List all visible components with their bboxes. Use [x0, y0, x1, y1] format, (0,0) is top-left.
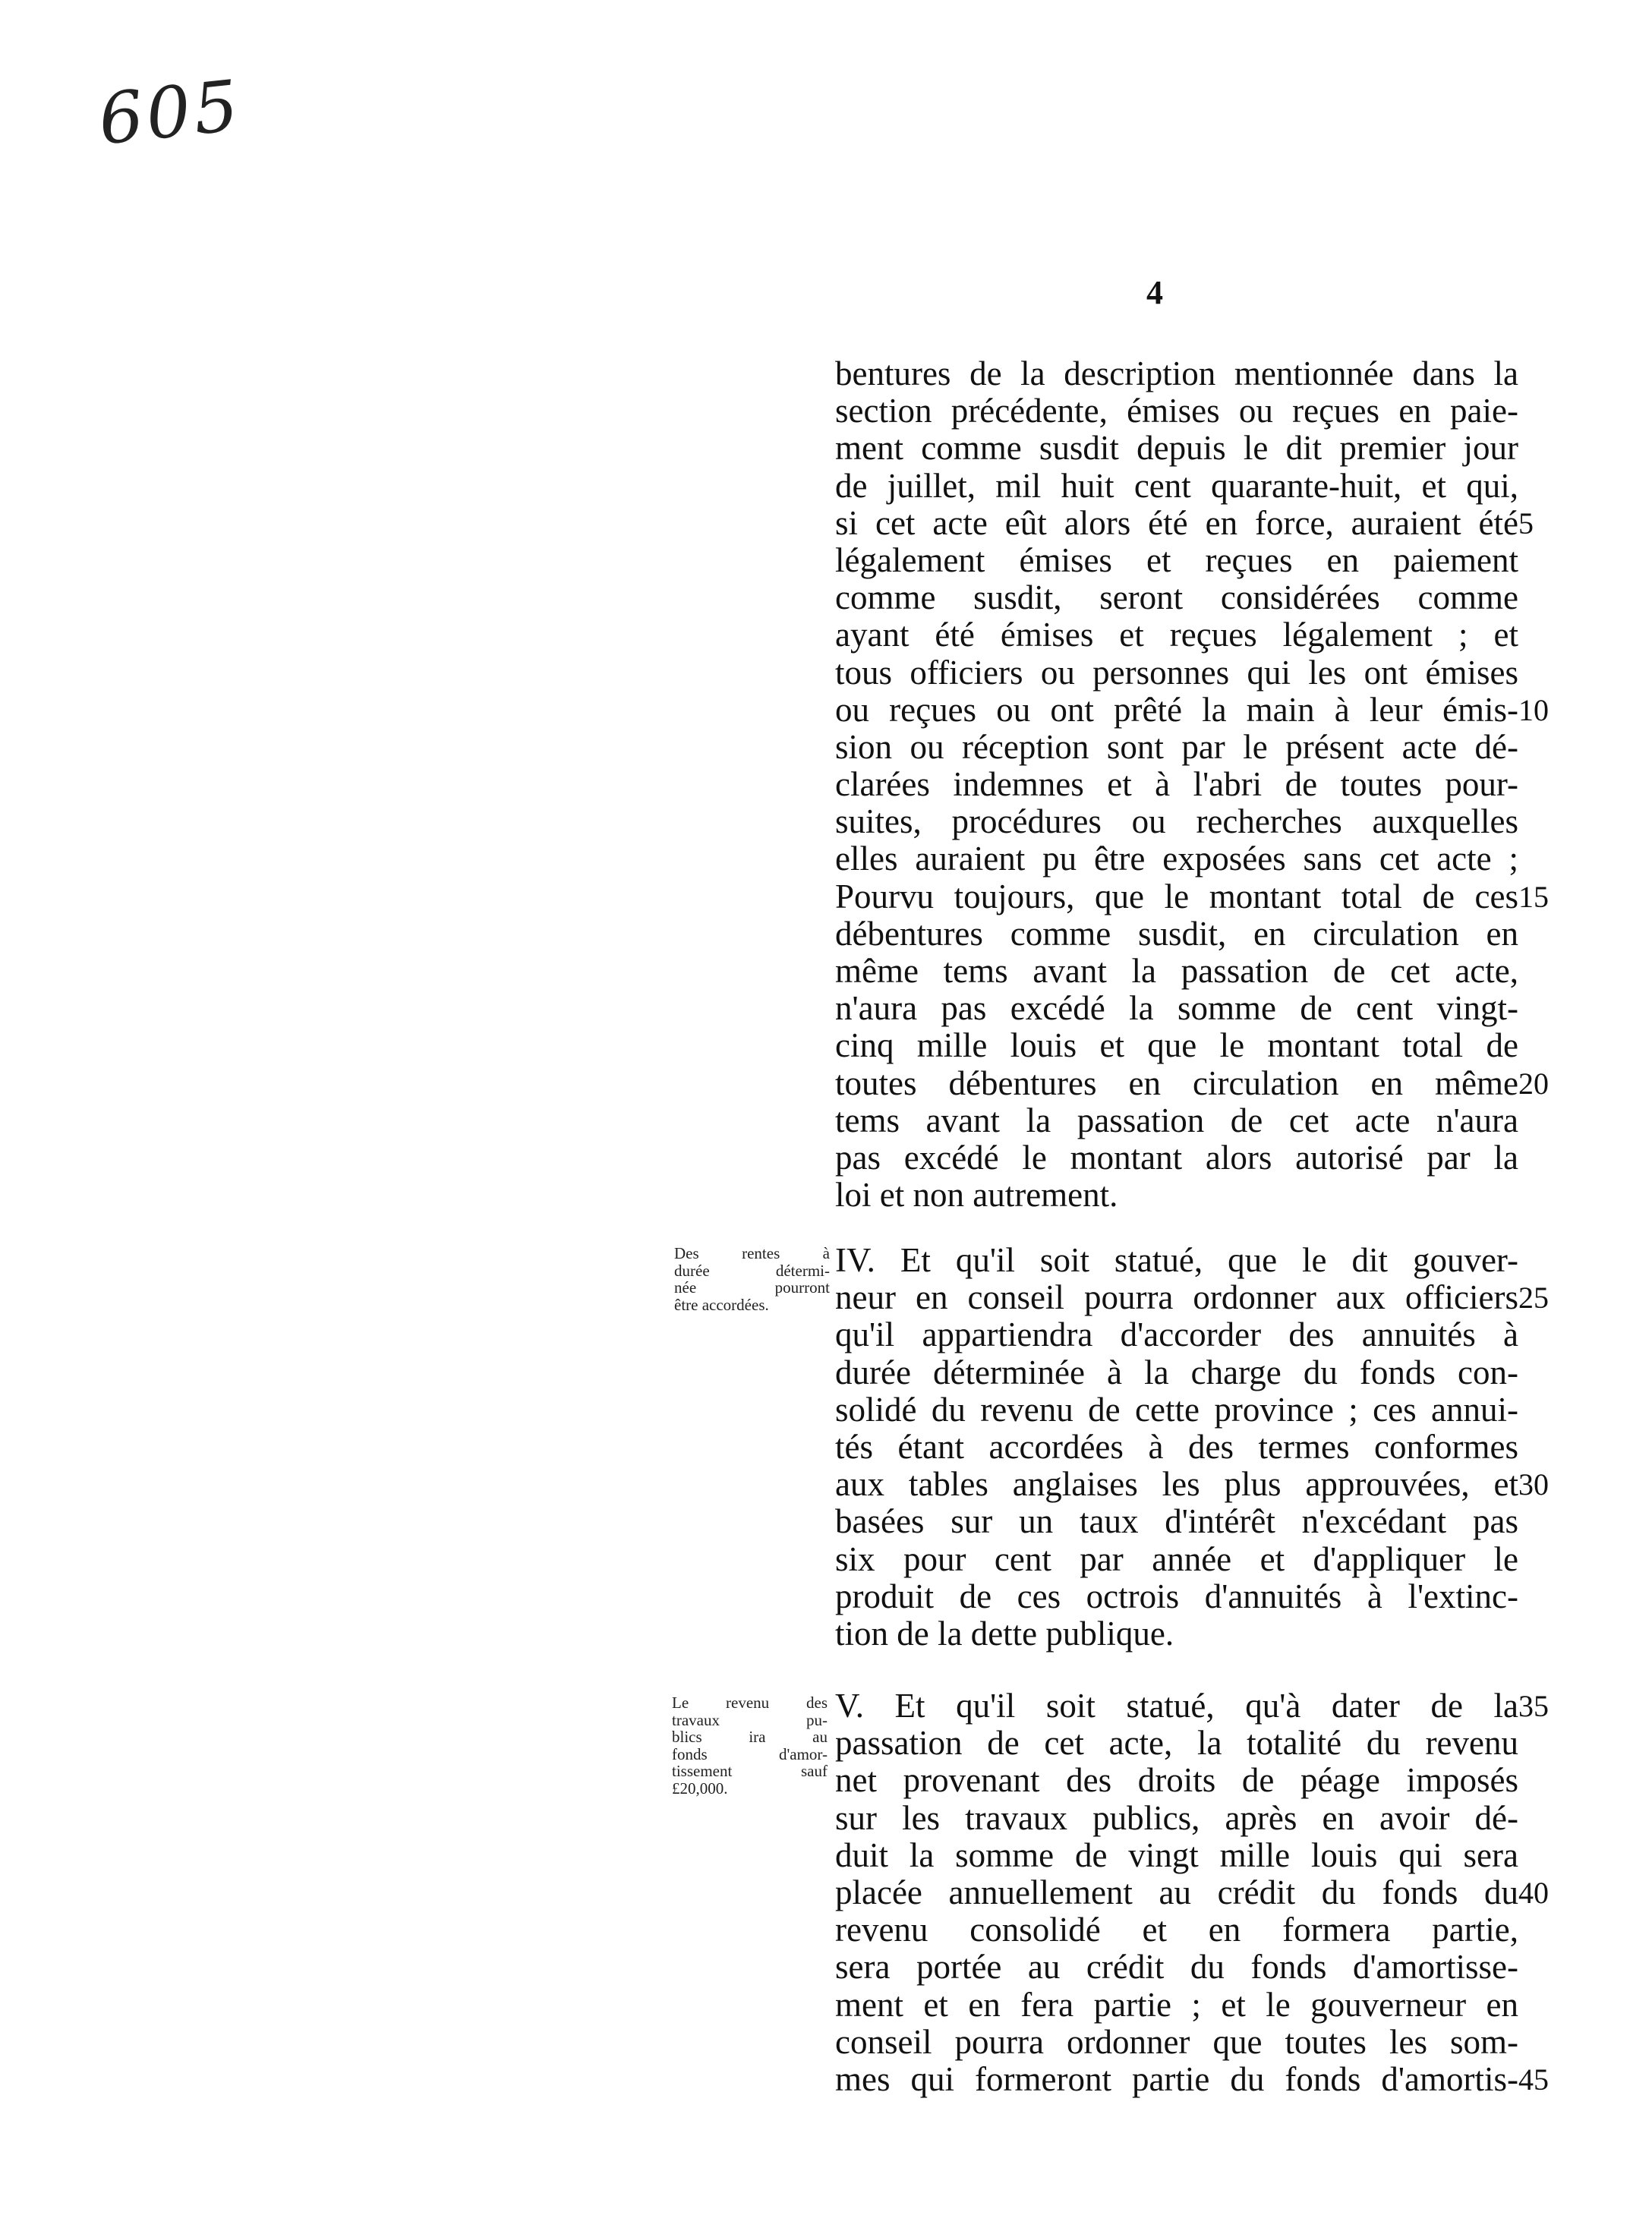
- text-line: [835, 1177, 1518, 1214]
- text-line: [835, 1911, 1518, 1949]
- margin-note-line: tissement sauf: [672, 1762, 828, 1780]
- text-line: [835, 953, 1518, 990]
- margin-note-line: Le revenu des: [672, 1694, 828, 1712]
- line-text: ou reçues ou ont prêté la main à leur émis-: [835, 690, 1518, 729]
- text-line: [835, 1837, 1518, 1874]
- text-line: [835, 1027, 1518, 1064]
- line-text: cinq mille louis et que le montant total de: [835, 1026, 1518, 1065]
- line-text: passation de cet acte, la totalité du revenu: [835, 1724, 1518, 1763]
- text-line: [835, 1949, 1518, 1986]
- line-text: V. Et qu'il soit statué, qu'à dater de la: [835, 1687, 1518, 1725]
- line-text: pas excédé le montant alors autorisé par la: [835, 1138, 1518, 1177]
- margin-note-annuities: [674, 1245, 830, 1313]
- text-line: [835, 1316, 1518, 1353]
- margin-note-line: Des rentes à: [674, 1244, 830, 1262]
- line-text: comme susdit, seront considérées comme: [835, 578, 1518, 617]
- line-text: tion de la dette publique.: [835, 1614, 1174, 1653]
- line-text: section précédente, émises ou reçues en paie-: [835, 392, 1518, 430]
- text-line: [835, 430, 1518, 467]
- line-text: durée déterminée à la charge du fonds con-: [835, 1353, 1518, 1391]
- line-text: duit la somme de vingt mille louis qui sera: [835, 1835, 1518, 1874]
- text-line: [835, 1762, 1518, 1799]
- text-line: [835, 616, 1518, 654]
- line-number: 10: [1518, 692, 1549, 727]
- line-number: 45: [1518, 2062, 1549, 2097]
- line-text: produit de ces octrois d'annuités à l'extinc-: [835, 1577, 1518, 1615]
- text-line: [835, 840, 1518, 878]
- text-line: [835, 542, 1518, 579]
- line-number: 20: [1518, 1066, 1549, 1101]
- line-text: ment comme susdit depuis le dit premier jour: [835, 429, 1518, 468]
- line-text: tems avant la passation de cet acte n'aura: [835, 1101, 1518, 1139]
- margin-note-line: être accordées.: [674, 1295, 769, 1314]
- margin-note-line: £20,000.: [672, 1779, 728, 1798]
- handwritten-page-note: 605: [94, 65, 245, 161]
- line-text: sera portée au crédit du fonds d'amortisse-: [835, 1948, 1518, 1987]
- line-text: revenu consolidé et en formera partie,: [835, 1911, 1518, 1949]
- text-line: [835, 1800, 1518, 1837]
- line-text: tés étant accordées à des termes conformes: [835, 1427, 1518, 1466]
- line-text: net provenant des droits de péage imposés: [835, 1761, 1518, 1800]
- line-text: tous officiers ou personnes qui les ont émises: [835, 653, 1518, 692]
- margin-note-line: durée détermi-: [674, 1261, 830, 1280]
- text-line: [835, 654, 1518, 692]
- line-text: conseil pourra ordonner que toutes les som-: [835, 2022, 1518, 2061]
- text-line: [835, 503, 1534, 542]
- section-continuation: [835, 354, 1549, 1215]
- text-line: [835, 1354, 1518, 1391]
- text-line: [835, 1503, 1518, 1540]
- line-text: six pour cent par année et d'appliquer le: [835, 1539, 1518, 1578]
- line-text: toutes débentures en circulation en même: [835, 1063, 1518, 1102]
- line-text: de juillet, mil huit cent quarante-huit, et qui,: [835, 466, 1518, 505]
- line-text: ayant été émises et reçues légalement ; et: [835, 616, 1518, 654]
- text-line: [835, 1242, 1518, 1279]
- line-text: qu'il appartiendra d'accorder des annuités à: [835, 1316, 1518, 1354]
- line-number: 40: [1518, 1875, 1549, 1910]
- line-number: 30: [1518, 1467, 1549, 1502]
- text-line: [835, 2059, 1549, 2098]
- line-text: débentures comme susdit, en circulation en: [835, 914, 1518, 953]
- line-number: 25: [1518, 1281, 1549, 1316]
- line-number: 35: [1518, 1689, 1549, 1723]
- page-number: 4: [1146, 274, 1163, 311]
- text-line: [835, 1429, 1518, 1466]
- line-text: neur en conseil pourra ordonner aux officiers: [835, 1278, 1518, 1317]
- line-text: même tems avant la passation de cet acte,: [835, 952, 1518, 990]
- line-text: elles auraient pu être exposées sans cet acte ;: [835, 840, 1518, 878]
- line-text: suites, procédures ou recherches auxquelles: [835, 802, 1518, 841]
- text-line: [835, 468, 1518, 505]
- text-line: [835, 2024, 1518, 2061]
- text-line: [835, 690, 1549, 729]
- line-text: sur les travaux publics, après en avoir dé-: [835, 1798, 1518, 1837]
- text-line: [835, 803, 1518, 840]
- line-text: légalement émises et reçues en paiement: [835, 540, 1518, 579]
- text-line: [835, 1465, 1549, 1504]
- text-line: [835, 915, 1518, 953]
- section-iv: [835, 1241, 1549, 1653]
- text-line: [835, 355, 1518, 392]
- text-line: [835, 729, 1518, 766]
- margin-note-line: née pourront: [674, 1278, 830, 1297]
- line-text: solidé du revenu de cette province ; ces annui-: [835, 1390, 1518, 1429]
- text-line: [835, 392, 1518, 430]
- line-number: 15: [1518, 879, 1549, 914]
- line-text: mes qui formeront partie du fonds d'amortis-: [835, 2059, 1518, 2098]
- text-line: [835, 1987, 1518, 2024]
- margin-note-line: travaux pu-: [672, 1710, 828, 1729]
- line-text: IV. Et qu'il soit statué, que le dit gouver-: [835, 1241, 1518, 1279]
- line-text: Pourvu toujours, que le montant total de ces: [835, 877, 1518, 915]
- line-text: bentures de la description mentionnée dans la: [835, 354, 1518, 392]
- line-text: clarées indemnes et à l'abri de toutes pour-: [835, 765, 1518, 804]
- text-line: [835, 579, 1518, 616]
- text-line: [835, 877, 1549, 915]
- margin-note-line: blics ira au: [672, 1728, 828, 1746]
- text-line: [835, 1139, 1518, 1177]
- margin-note-public-works-revenue: [672, 1694, 828, 1797]
- line-text: loi et non autrement.: [835, 1176, 1118, 1215]
- line-text: basées sur un taux d'intérêt n'excédant pas: [835, 1502, 1518, 1541]
- line-text: placée annuellement au crédit du fonds du: [835, 1873, 1518, 1911]
- text-line: [835, 1063, 1549, 1102]
- line-text: aux tables anglaises les plus approuvées, et: [835, 1465, 1518, 1504]
- text-line: [835, 766, 1518, 803]
- text-line: [835, 1391, 1518, 1429]
- text-line: [835, 1725, 1518, 1762]
- text-line: [835, 1102, 1518, 1139]
- section-v: [835, 1687, 1549, 2098]
- text-line: [835, 990, 1518, 1027]
- text-line: [835, 1615, 1518, 1653]
- line-text: si cet acte eût alors été en force, auraient été: [835, 503, 1518, 542]
- text-line: [835, 1687, 1549, 1725]
- line-text: n'aura pas excédé la somme de cent vingt-: [835, 989, 1518, 1028]
- margin-note-line: fonds d'amor-: [672, 1744, 828, 1763]
- line-text: sion ou réception sont par le présent acte dé-: [835, 727, 1518, 766]
- text-line: [835, 1278, 1549, 1317]
- line-text: ment et en fera partie ; et le gouverneur en: [835, 1985, 1518, 2024]
- text-line: [835, 1873, 1549, 1911]
- line-number: 5: [1518, 506, 1534, 540]
- text-line: [835, 1541, 1518, 1578]
- text-line: [835, 1578, 1518, 1615]
